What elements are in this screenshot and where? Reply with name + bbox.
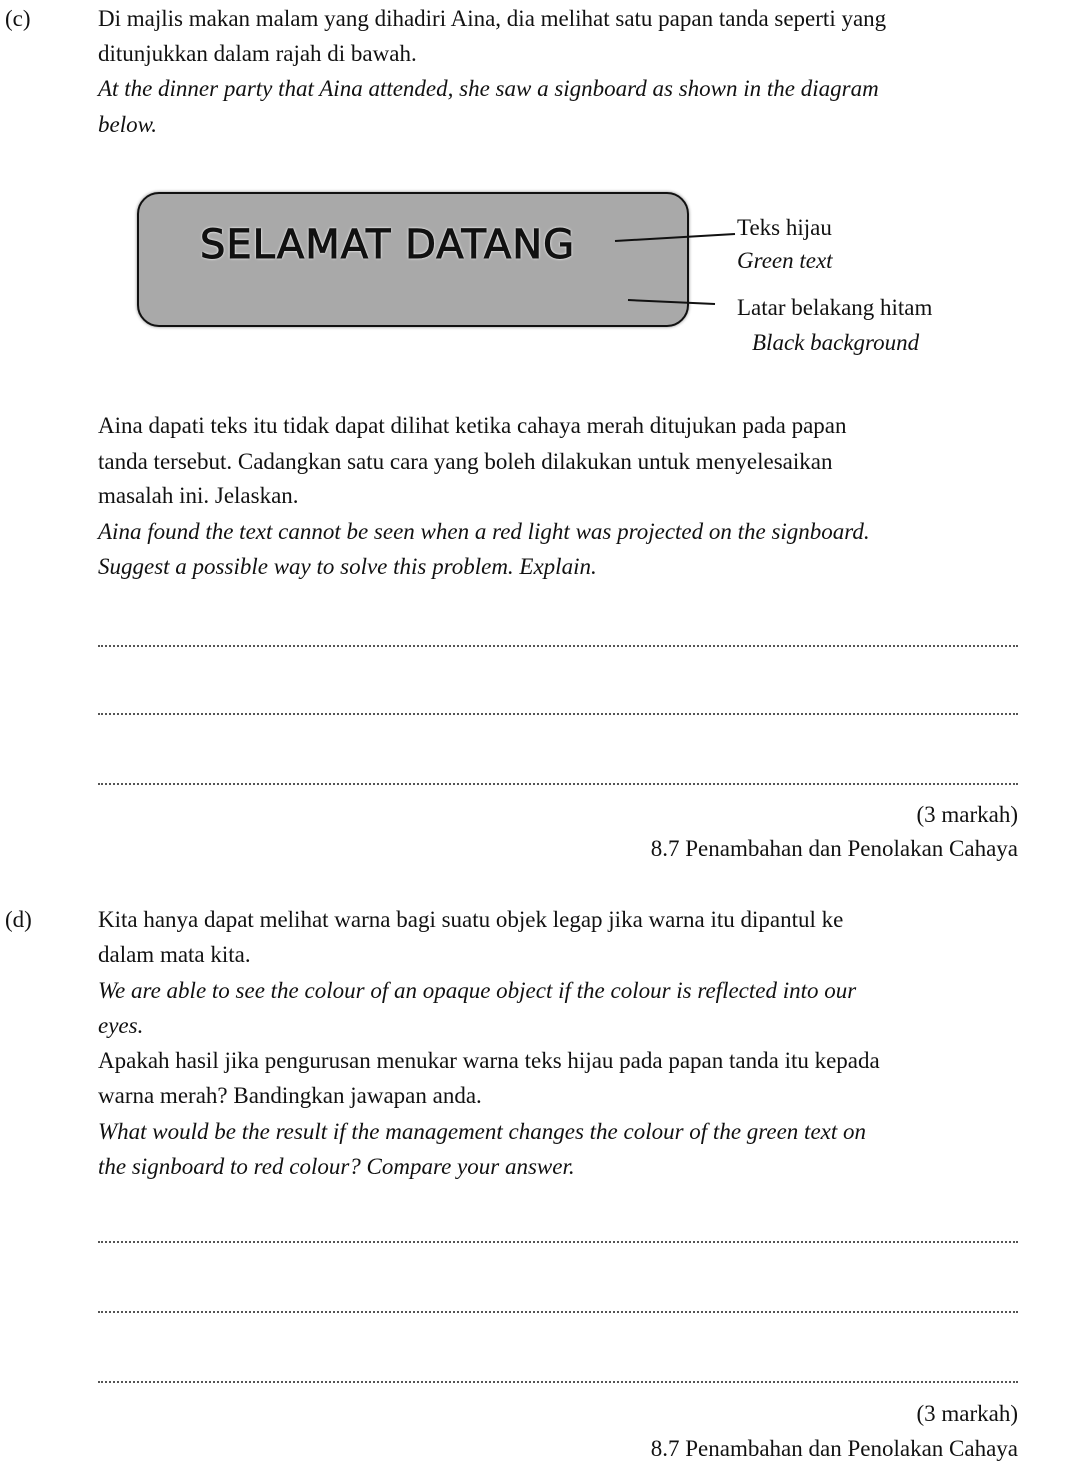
question-d-line-7: What would be the result if the management changes the colour of the green text on (98, 1119, 866, 1144)
question-d-line-1: Kita hanya dapat melihat warna bagi suatu objek legap jika warna itu dipantul ke (98, 907, 844, 932)
answer-line[interactable] (98, 1241, 1018, 1243)
question-d-marks: (3 markah) (916, 1401, 1018, 1426)
question-d-line-6: warna merah? Bandingkan jawapan anda. (98, 1083, 482, 1108)
question-d-line-4: eyes. (98, 1013, 144, 1038)
question-c-topic: 8.7 Penambahan dan Penolakan Cahaya (650, 836, 1018, 861)
signboard-text: SELAMAT DATANG (200, 222, 576, 268)
question-c-body-en-1: Aina found the text cannot be seen when a red light was projected on the signboard. (98, 519, 870, 544)
text-label-en: Green text (737, 248, 833, 273)
answer-line[interactable] (98, 713, 1018, 715)
background-label-en: Black background (752, 330, 920, 355)
text-leader-line (615, 234, 735, 241)
answer-line[interactable] (98, 645, 1018, 647)
question-c-body-ms-3: masalah ini. Jelaskan. (98, 483, 299, 508)
answer-line[interactable] (98, 1311, 1018, 1313)
question-d-line-3: We are able to see the colour of an opaque object if the colour is reflected into our (98, 978, 857, 1003)
question-c-intro-en-1: At the dinner party that Aina attended, she saw a signboard as shown in the diagram (98, 76, 879, 101)
question-c-body-en-2: Suggest a possible way to solve this problem. Explain. (98, 554, 597, 579)
question-c-marks: (3 markah) (916, 802, 1018, 827)
question-c-intro-ms-2: ditunjukkan dalam rajah di bawah. (98, 41, 417, 66)
question-c-intro-en-2: below. (98, 112, 157, 137)
question-c-label: (c) (5, 6, 31, 31)
text-label-ms: Teks hijau (737, 215, 832, 240)
answer-line[interactable] (98, 783, 1018, 785)
question-d-topic: 8.7 Penambahan dan Penolakan Cahaya (650, 1436, 1018, 1461)
background-leader-line (628, 300, 715, 304)
question-d-line-8: the signboard to red colour? Compare your answer. (98, 1154, 575, 1179)
question-d-label: (d) (5, 907, 32, 932)
question-d-line-5: Apakah hasil jika pengurusan menukar warna teks hijau pada papan tanda itu kepada (98, 1048, 880, 1073)
answer-line[interactable] (98, 1381, 1018, 1383)
background-label-ms: Latar belakang hitam (737, 295, 933, 320)
question-d-line-2: dalam mata kita. (98, 942, 251, 967)
question-c-body-ms-1: Aina dapati teks itu tidak dapat dilihat ketika cahaya merah ditujukan pada papan (98, 413, 847, 438)
question-c-intro-ms-1: Di majlis makan malam yang dihadiri Aina, dia melihat satu papan tanda seperti yang (98, 6, 887, 31)
question-c-body-ms-2: tanda tersebut. Cadangkan satu cara yang boleh dilakukan untuk menyelesaikan (98, 449, 833, 474)
